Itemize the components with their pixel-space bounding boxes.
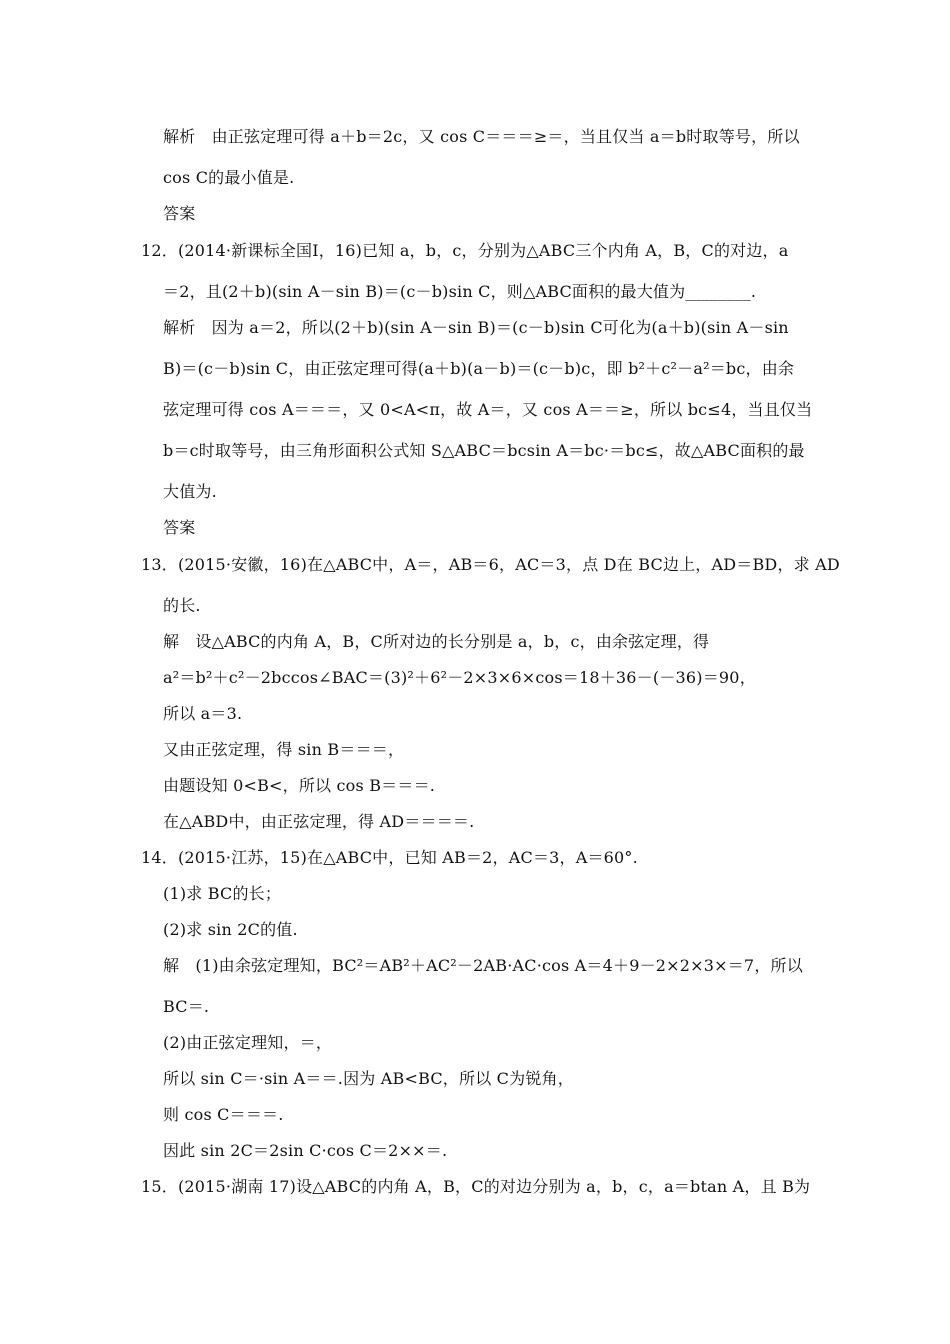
- solution-14-line-5: 则 cos C＝＝＝.: [163, 1105, 284, 1124]
- problem-14-line-1: 14．(2015·江苏，15)在△ABC中，已知 AB＝2，AC＝3，A＝60°.: [141, 848, 638, 867]
- solution-12-line-5: 大值为.: [163, 482, 217, 501]
- problem-12-line-2: ＝2，且(2＋b)(sin A－sin B)＝(c－b)sin C，则△ABC面积的最大值为________.: [163, 282, 757, 301]
- solution-12-line-3: 弦定理可得 cos A＝＝＝，又 0<A<π，故 A＝，又 cos A＝＝≥，所以 bc≤4，当且仅当: [163, 400, 813, 419]
- solution-14-line-1: 解 (1)由余弦定理知，BC²＝AB²＋AC²－2AB·AC·cos A＝4＋9－2×2×3×＝7，所以: [163, 956, 803, 975]
- solution-14-line-3: (2)由正弦定理知，＝，: [163, 1033, 333, 1052]
- solution-13-line-4: 又由正弦定理，得 sin B＝＝＝，: [163, 740, 405, 759]
- problem-12-line-1: 12．(2014·新课标全国Ⅰ，16)已知 a，b，c，分别为△ABC三个内角 A，B，C的对边，a: [141, 241, 789, 260]
- solution-12-line-4: b＝c时取等号，由三角形面积公式知 S△ABC＝bcsin A＝bc·＝bc≤，故△ABC面积的最: [163, 441, 805, 460]
- problem-13-line-1: 13．(2015·安徽，16)在△ABC中，A＝，AB＝6，AC＝3，点 D在 BC边上，AD＝BD，求 AD: [141, 555, 840, 574]
- solution-12-line-2: B)＝(c－b)sin C，由正弦定理可得(a＋b)(a－b)＝(c－b)c，即 b²＋c²－a²＝bc，由余: [163, 359, 795, 378]
- problem-14-part-1: (1)求 BC的长；: [163, 884, 282, 903]
- solution-11-line-1: 解析 由正弦定理可得 a＋b＝2c，又 cos C＝＝＝≥＝，当且仅当 a＝b时取等号，所以: [163, 127, 800, 146]
- solution-14-line-6: 因此 sin 2C＝2sin C·cos C＝2××＝.: [163, 1141, 448, 1160]
- solution-13-line-1: 解 设△ABC的内角 A，B，C所对边的长分别是 a，b，c，由余弦定理，得: [163, 632, 710, 651]
- solution-13-line-5: 由题设知 0<B<，所以 cos B＝＝＝.: [163, 776, 436, 795]
- problem-13-line-2: 的长.: [163, 596, 201, 615]
- solution-14-line-2: BC＝.: [163, 997, 210, 1016]
- solution-13-line-3: 所以 a＝3.: [163, 704, 243, 723]
- solution-11-line-2: cos C的最小值是.: [163, 168, 295, 187]
- solution-13-line-6: 在△ABD中，由正弦定理，得 AD＝＝＝＝.: [163, 812, 475, 831]
- problem-15-line-1: 15．(2015·湖南 17)设△ABC的内角 A，B，C的对边分别为 a，b，c，a＝btan A，且 B为: [141, 1177, 811, 1196]
- solution-14-line-4: 所以 sin C＝·sin A＝＝.因为 AB<BC，所以 C为锐角，: [163, 1069, 574, 1088]
- solution-13-line-2: a²＝b²＋c²－2bccos∠BAC＝(3)²＋6²－2×3×6×cos＝18＋36－(－36)＝90，: [163, 668, 756, 687]
- solution-12-line-1: 解析 因为 a＝2，所以(2＋b)(sin A－sin B)＝(c－b)sin C可化为(a＋b)(sin A－sin: [163, 318, 789, 337]
- answer-11-label: 答案: [163, 204, 196, 223]
- problem-14-part-2: (2)求 sin 2C的值.: [163, 920, 298, 939]
- answer-12-label: 答案: [163, 518, 196, 537]
